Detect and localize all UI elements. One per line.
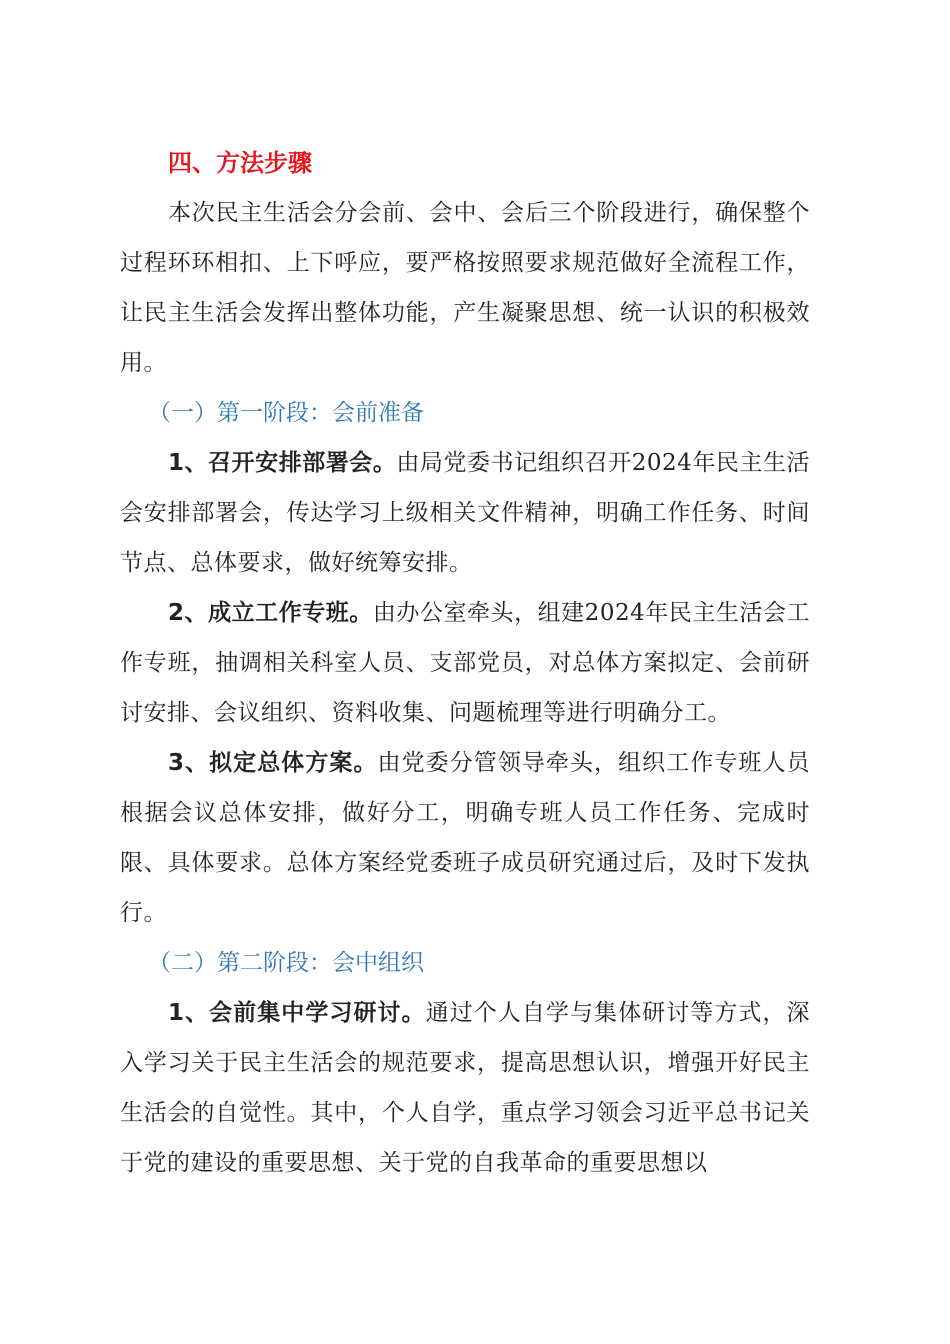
stage1-item-2-lead: 2、成立工作专班。 xyxy=(168,600,373,626)
stage2-item-1-text: 通过个人自学与集体研讨等方式，深入学习关于民主生活会的规范要求，提高思想认识，增强开好民主生活会的自觉性。其中，个人自学，重点学习领会习近平总书记关于党的建设的重要思想、关于党的自我革命的重要思想以 xyxy=(120,1000,810,1176)
stage1-item-3-text: 由党委分管领导牵头，组织工作专班人员根据会议总体安排，做好分工，明确专班人员工作任务、完成时限、具体要求。总体方案经党委班子成员研究通过后，及时下发执行。 xyxy=(120,750,811,926)
stage1-item-2 xyxy=(120,588,810,738)
document-body xyxy=(120,138,810,1188)
stage2-item-1 xyxy=(120,988,810,1188)
stage2-heading: （二）第二阶段：会中组织 xyxy=(148,950,424,976)
stage1-item-1-lead: 1、召开安排部署会。 xyxy=(168,450,397,476)
stage1-item-3 xyxy=(120,738,810,938)
stage1-heading: （一）第一阶段：会前准备 xyxy=(148,400,424,426)
stage1-item-1 xyxy=(120,438,810,588)
section-intro-paragraph: 本次民主生活会分会前、会中、会后三个阶段进行，确保整个过程环环相扣、上下呼应，要严格按照要求规范做好全流程工作，让民主生活会发挥出整体功能，产生凝聚思想、统一认识的积极效用。 xyxy=(120,200,810,376)
stage1-item-3-lead: 3、拟定总体方案。 xyxy=(168,750,378,776)
stage2-item-1-lead: 1、会前集中学习研讨。 xyxy=(168,1000,426,1026)
stage1-item-1-text: 由局党委书记组织召开2024年民主生活会安排部署会，传达学习上级相关文件精神，明确工作任务、时间节点、总体要求，做好统筹安排。 xyxy=(120,450,810,576)
stage1-item-2-text: 由办公室牵头，组建2024年民主生活会工作专班，抽调相关科室人员、支部党员，对总体方案拟定、会前研讨安排、会议组织、资料收集、问题梳理等进行明确分工。 xyxy=(120,600,810,726)
section-heading: 四、方法步骤 xyxy=(168,149,312,177)
